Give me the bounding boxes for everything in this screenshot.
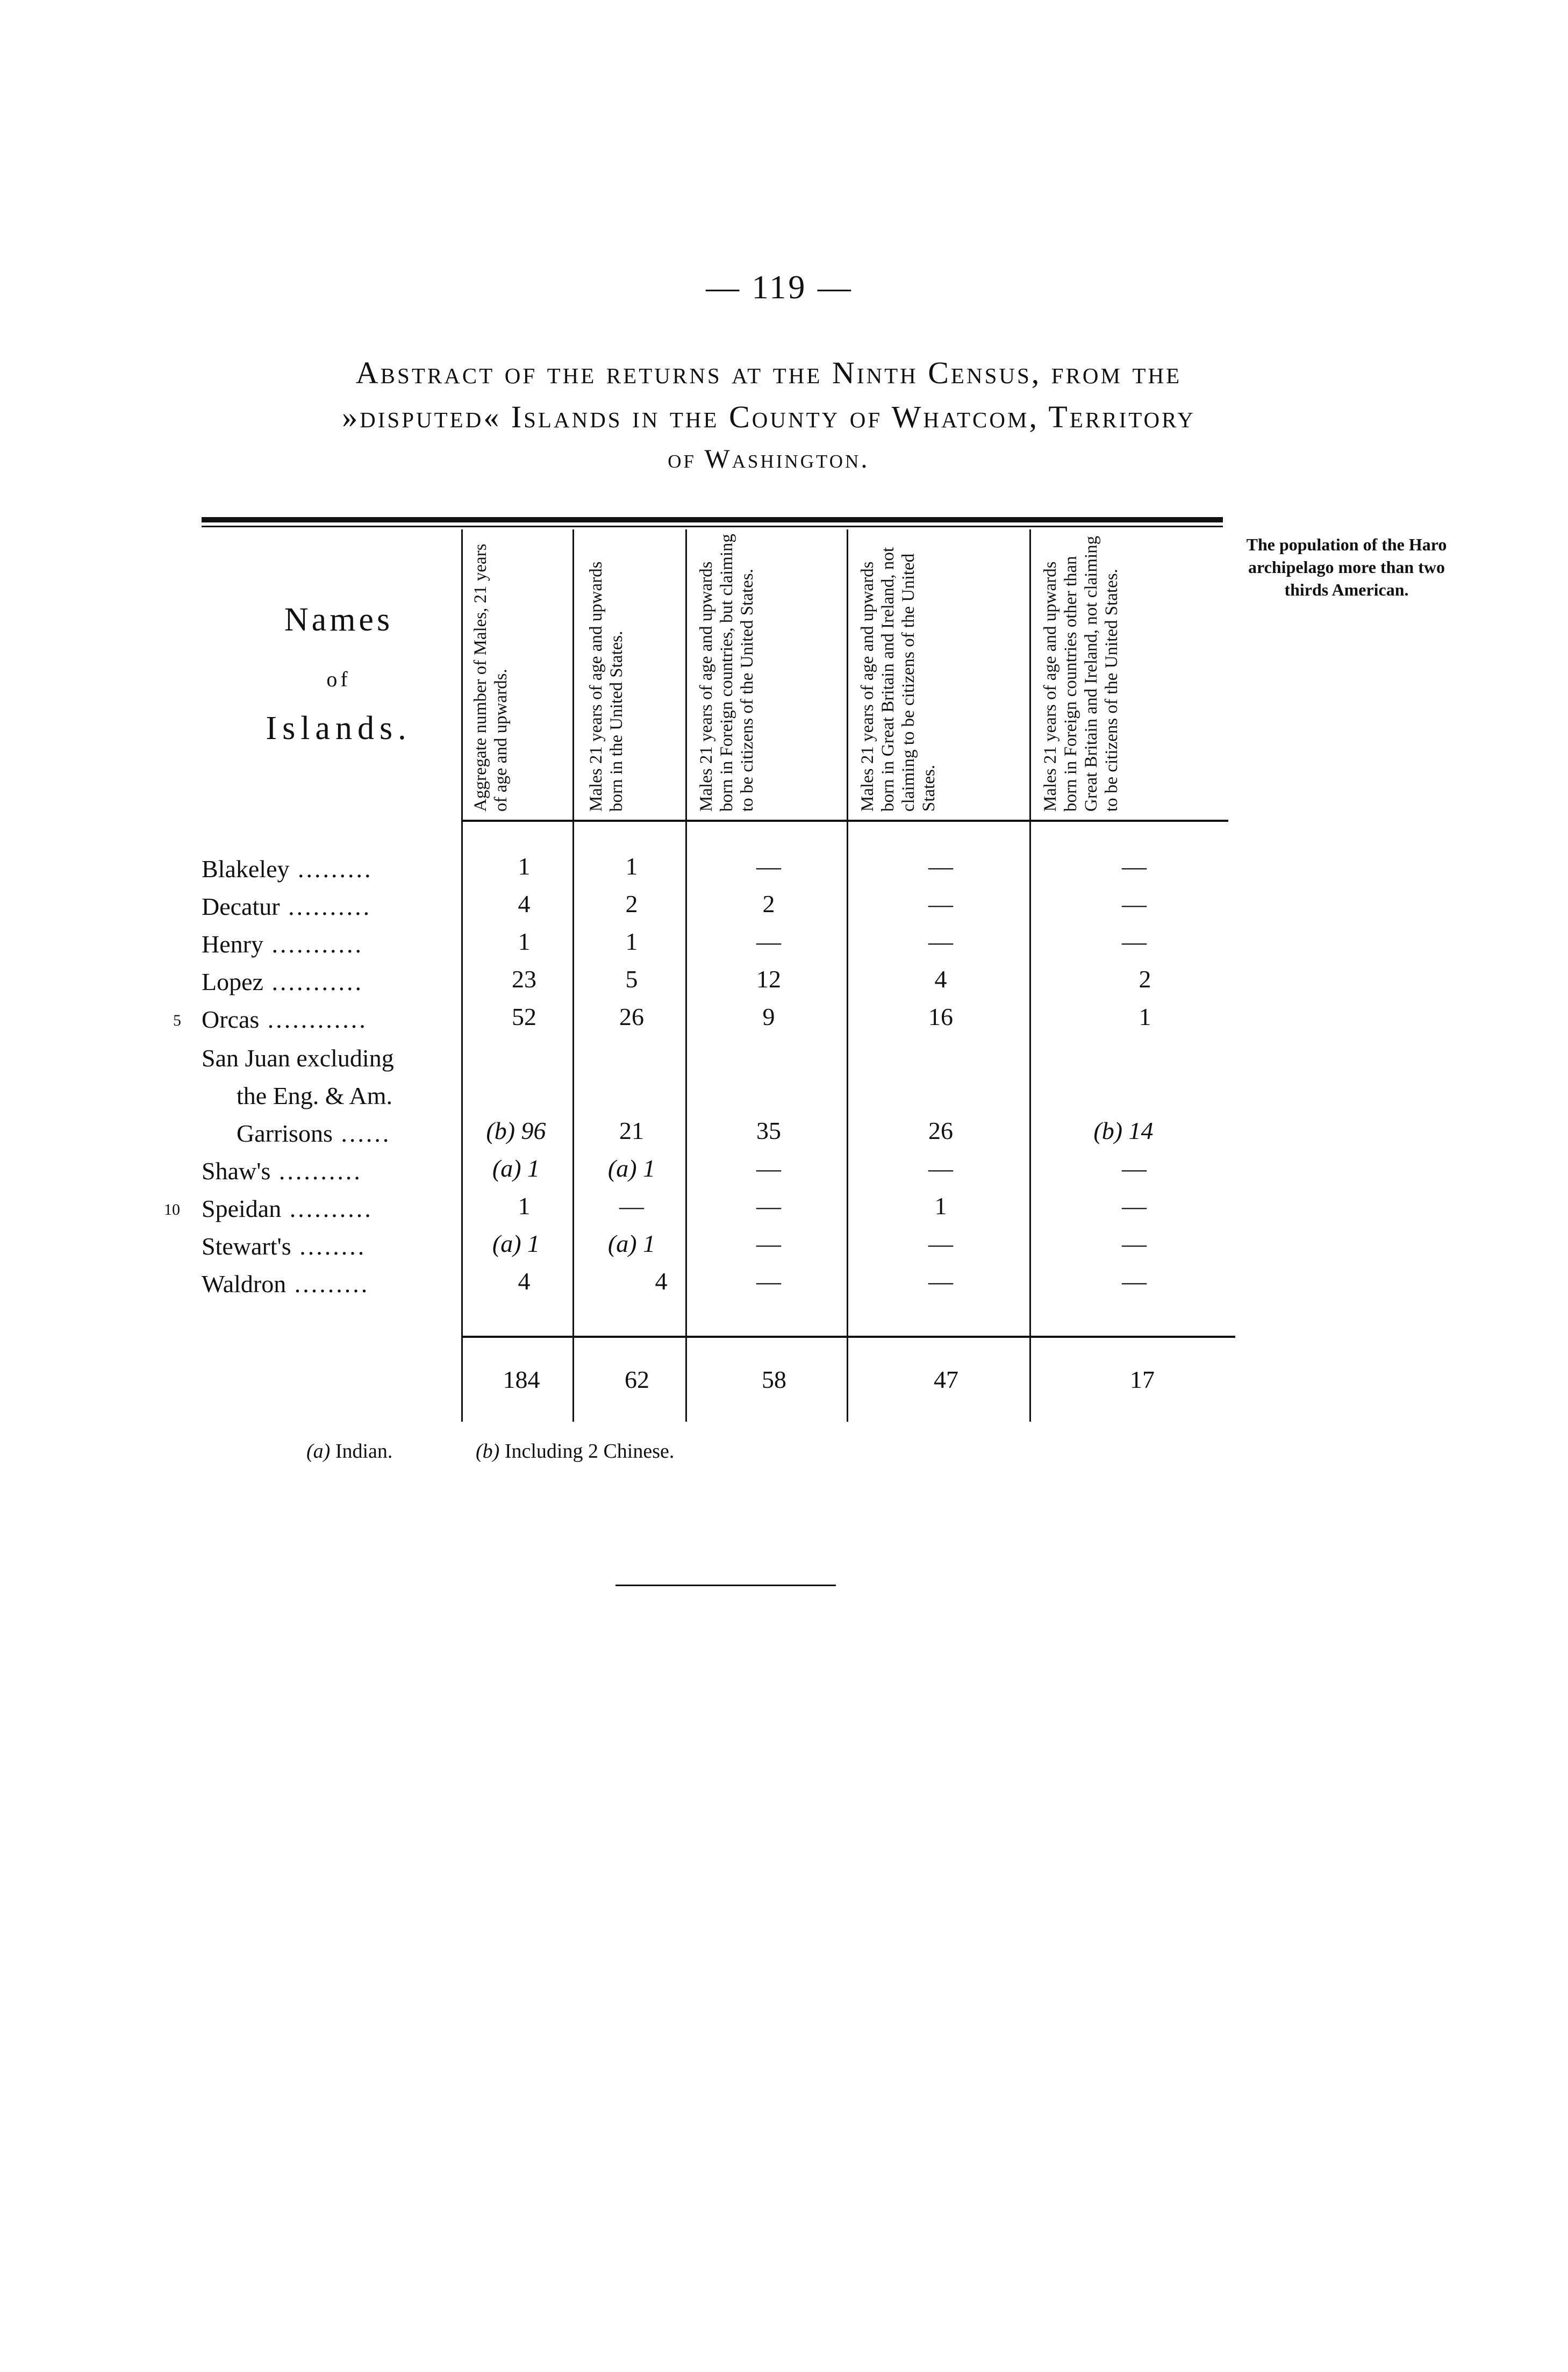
column-divider [847, 529, 848, 1422]
table-cell: — [756, 1155, 781, 1182]
table-row-name: Decatur .......... [202, 893, 372, 920]
table-cell: — [928, 1230, 953, 1257]
table-cell: — [1122, 1192, 1147, 1220]
table-cell: 4 [518, 1267, 531, 1295]
table-cell: 26 [619, 1003, 644, 1030]
table-cell: — [756, 1192, 781, 1220]
table-cell: — [928, 852, 953, 880]
table-cell: 1 [518, 928, 531, 955]
table-cell: 21 [619, 1117, 644, 1144]
title-line-2: »disputed« Islands in the County of Whatcom, Territory [342, 399, 1195, 434]
table-cell: 12 [756, 965, 781, 993]
line-number: 10 [164, 1201, 180, 1219]
closing-rule [615, 1585, 836, 1586]
table-row-name: Orcas ............ [202, 1006, 368, 1033]
table-row-name-continued: Garrisons ...... [237, 1120, 391, 1147]
total-cell: 58 [762, 1366, 786, 1393]
total-cell: 62 [625, 1366, 649, 1393]
table-top-rule-thin [202, 526, 1223, 527]
total-cell: 47 [934, 1366, 958, 1393]
table-cell: — [1122, 890, 1147, 918]
table-cell: — [928, 1267, 953, 1295]
table-cell: — [928, 1155, 953, 1182]
table-cell: 5 [625, 965, 638, 993]
table-cell: 52 [512, 1003, 536, 1030]
table-cell: — [928, 928, 953, 955]
title-line-3: of Washington. [668, 443, 870, 474]
table-cell: (a) 1 [492, 1155, 540, 1182]
footnote-b-mark: (b) [476, 1440, 500, 1463]
footnote-a [306, 1439, 392, 1463]
table-cell: (b) 96 [486, 1117, 546, 1144]
table-cell: 2 [1139, 965, 1151, 993]
table-cell: 35 [756, 1117, 781, 1144]
table-cell: 16 [928, 1003, 953, 1030]
table-row-name: San Juan excluding [202, 1044, 394, 1072]
table-cell: 2 [762, 890, 775, 918]
table-row-name: Shaw's .......... [202, 1157, 362, 1185]
column-header-other-foreign: Males 21 years of age and upwards born in Foreign countries other than Great Britain and Ireland, not claiming to be citizens of the United States. [1041, 535, 1121, 812]
table-cell: 1 [518, 852, 531, 880]
table-row-name: Waldron ......... [202, 1270, 370, 1298]
names-header-line-3: Islands. [266, 710, 412, 747]
names-header-line-2: of [326, 667, 351, 691]
column-divider [1029, 529, 1031, 1422]
names-header-line-1: Names [284, 601, 393, 638]
table-cell: — [756, 852, 781, 880]
table-row-name: Stewart's ........ [202, 1232, 367, 1260]
table-top-rule [202, 517, 1223, 522]
table-cell: — [1122, 852, 1147, 880]
table-cell: — [1122, 1267, 1147, 1295]
table-row-name: Blakeley ......... [202, 855, 373, 883]
total-cell: 17 [1130, 1366, 1155, 1393]
column-divider [461, 529, 463, 1422]
table-cell: — [619, 1192, 644, 1220]
table-cell: 23 [512, 965, 536, 993]
table-cell: — [928, 890, 953, 918]
table-cell: — [1122, 1155, 1147, 1182]
table-cell: (b) 14 [1093, 1117, 1154, 1144]
table-cell: — [756, 1267, 781, 1295]
footnote-a-text: Indian. [335, 1440, 393, 1463]
column-header-aggregate: Aggregate number of Males, 21 years of age and upwards. [471, 543, 511, 812]
column-header-gb-ireland: Males 21 years of age and upwards born in Great Britain and Ireland, not claiming to be citizens of the United States. [858, 547, 939, 812]
table-cell: (a) 1 [492, 1230, 540, 1257]
page-number: — 119 — [706, 269, 853, 306]
column-divider [572, 529, 574, 1422]
table-cell: 1 [1139, 1003, 1151, 1030]
table-cell: 9 [762, 1003, 775, 1030]
header-bottom-rule [461, 820, 1228, 822]
table-cell: — [756, 928, 781, 955]
footnote-b-text: Including 2 Chinese. [504, 1440, 675, 1463]
column-header-born-us: Males 21 years of age and upwards born in the United States. [586, 561, 626, 812]
table-cell: 1 [625, 928, 638, 955]
line-number: 5 [173, 1012, 181, 1029]
table-row-name-continued: the Eng. & Am. [237, 1082, 393, 1109]
column-header-foreign-citizens: Males 21 years of age and upwards born in Foreign countries, but claiming to be citizens of the United States. [697, 534, 757, 812]
table-row-name: Speidan .......... [202, 1195, 373, 1222]
table-row-name: Lopez ........... [202, 968, 363, 995]
table-cell: — [1122, 928, 1147, 955]
table-cell: 1 [625, 852, 638, 880]
table-cell: — [756, 1230, 781, 1257]
table-cell: — [1122, 1230, 1147, 1257]
table-cell: 4 [934, 965, 947, 993]
table-cell: (a) 1 [607, 1230, 656, 1257]
margin-note: The population of the Haro archipelago more than two thirds American. [1246, 535, 1447, 599]
title-line-1: Abstract of the returns at the Ninth Census, from the [355, 355, 1182, 390]
table-cell: 4 [518, 890, 531, 918]
table-row-name: Henry ........... [202, 930, 363, 958]
column-divider [685, 529, 687, 1422]
table-cell: 1 [934, 1192, 947, 1220]
footnote-b [476, 1439, 674, 1463]
table-cell: 1 [518, 1192, 531, 1220]
table-cell: 4 [655, 1267, 668, 1295]
total-cell: 184 [503, 1366, 540, 1393]
table-cell: (a) 1 [607, 1155, 656, 1182]
totals-rule [461, 1336, 1235, 1338]
footnote-a-mark: (a) [306, 1440, 331, 1463]
table-cell: 2 [625, 890, 638, 918]
table-cell: 26 [928, 1117, 953, 1144]
